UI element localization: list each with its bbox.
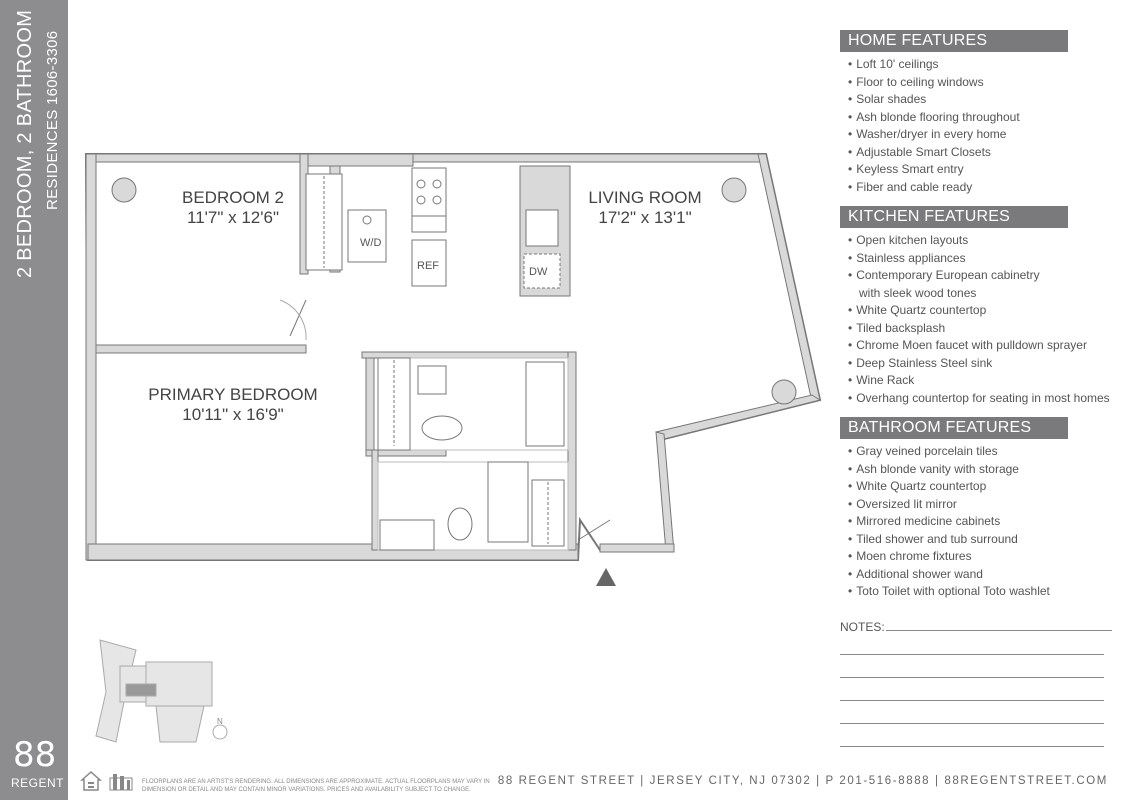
kitchen-features-title: KITCHEN FEATURES: [840, 206, 1068, 228]
feature-item: • Deep Stainless Steel sink: [848, 355, 1120, 373]
feature-item: • Additional shower wand: [848, 566, 1120, 584]
north-label: N: [217, 717, 223, 726]
feature-item: • Gray veined porcelain tiles: [848, 443, 1120, 461]
feature-item: • White Quartz countertop: [848, 478, 1120, 496]
features-panel: [840, 30, 1120, 611]
feature-item: • Mirrored medicine cabinets: [848, 513, 1120, 531]
feature-item: • Tiled shower and tub surround: [848, 531, 1120, 549]
kitchen-features-list: [840, 232, 1120, 407]
kitchen-features-section: [840, 206, 1120, 407]
notes-line: [840, 723, 1104, 724]
feature-item: • Fiber and cable ready: [848, 179, 1120, 197]
key-plan: [86, 632, 236, 752]
disclaimer-text: FLOORPLANS ARE AN ARTIST'S RENDERING. ALL DIMENSIONS ARE APPROXIMATE. ACTUAL FLOORPLANS MAY VARY IN DIMENSION OR DETAIL AND MAY CONTAIN MINOR VARIATIONS. PRICES AND AVAILABILITY SUBJECT TO CHANGE.: [142, 779, 490, 793]
unit-type-title: 2 BEDROOM, 2 BATHROOM: [14, 9, 36, 278]
bathroom-features-section: [840, 417, 1120, 601]
notes-area: [840, 618, 1112, 636]
sidebar: [0, 0, 68, 800]
feature-item: • Overhang countertop for seating in most homes: [848, 390, 1120, 408]
home-features-section: [840, 30, 1120, 196]
washer-dryer-label: W/D: [360, 237, 382, 249]
feature-item: • Oversized lit mirror: [848, 496, 1120, 514]
footer-address: 88 REGENT STREET | JERSEY CITY, NJ 07302 | P 201-516-8888 | 88REGENTSTREET.COM: [497, 775, 1108, 787]
feature-item: • Open kitchen layouts: [848, 232, 1120, 250]
feature-item: • Ash blonde flooring throughout: [848, 109, 1120, 127]
bedroom2-label: [148, 188, 318, 228]
feature-item: • White Quartz countertop: [848, 302, 1120, 320]
logo-number: 88: [13, 735, 57, 775]
notes-label: NOTES:: [840, 620, 885, 634]
bedroom2-name: BEDROOM 2: [181, 188, 285, 207]
primary-bedroom-name: PRIMARY BEDROOM: [148, 385, 318, 404]
feature-item: • Loft 10' ceilings: [848, 56, 1120, 74]
bedroom2-size: 11'7" x 12'6": [187, 208, 279, 227]
feature-item: • Floor to ceiling windows: [848, 74, 1120, 92]
dishwasher-label: DW: [529, 266, 548, 278]
living-room-size: 17'2" x 13'1": [598, 208, 692, 227]
notes-line: [840, 654, 1104, 655]
living-room-label: [560, 188, 730, 228]
feature-item: • Tiled backsplash: [848, 320, 1120, 338]
feature-item: • Keyless Smart entry: [848, 161, 1120, 179]
notes-line: [886, 630, 1112, 631]
refrigerator-label: REF: [417, 260, 439, 272]
notes-line: [840, 700, 1104, 701]
living-room-name: LIVING ROOM: [588, 188, 702, 207]
primary-bedroom-label: [138, 385, 328, 425]
logo-word: REGENT: [11, 776, 65, 790]
feature-item: • Stainless appliances: [848, 250, 1120, 268]
residences-subtitle: RESIDENCES 1606-3306: [44, 30, 61, 210]
feature-item: • Washer/dryer in every home: [848, 126, 1120, 144]
feature-item: • Wine Rack: [848, 372, 1120, 390]
feature-item: with sleek wood tones: [859, 285, 977, 300]
notes-line: [840, 746, 1104, 747]
home-features-title: HOME FEATURES: [840, 30, 1068, 52]
primary-bedroom-size: 10'11" x 16'9": [182, 405, 284, 424]
bathroom-features-list: [840, 443, 1120, 601]
equal-housing-icon: [80, 770, 136, 792]
feature-item: • Ash blonde vanity with storage: [848, 461, 1120, 479]
notes-line: [840, 677, 1104, 678]
feature-item: • Contemporary European cabinetry: [848, 267, 1120, 285]
feature-item: • Moen chrome fixtures: [848, 548, 1120, 566]
bathroom-features-title: BATHROOM FEATURES: [840, 417, 1068, 439]
feature-item: • Solar shades: [848, 91, 1120, 109]
feature-item: • Toto Toilet with optional Toto washlet: [848, 583, 1120, 601]
home-features-list: [840, 56, 1120, 196]
feature-item: • Adjustable Smart Closets: [848, 144, 1120, 162]
feature-item: • Chrome Moen faucet with pulldown sprayer: [848, 337, 1120, 355]
